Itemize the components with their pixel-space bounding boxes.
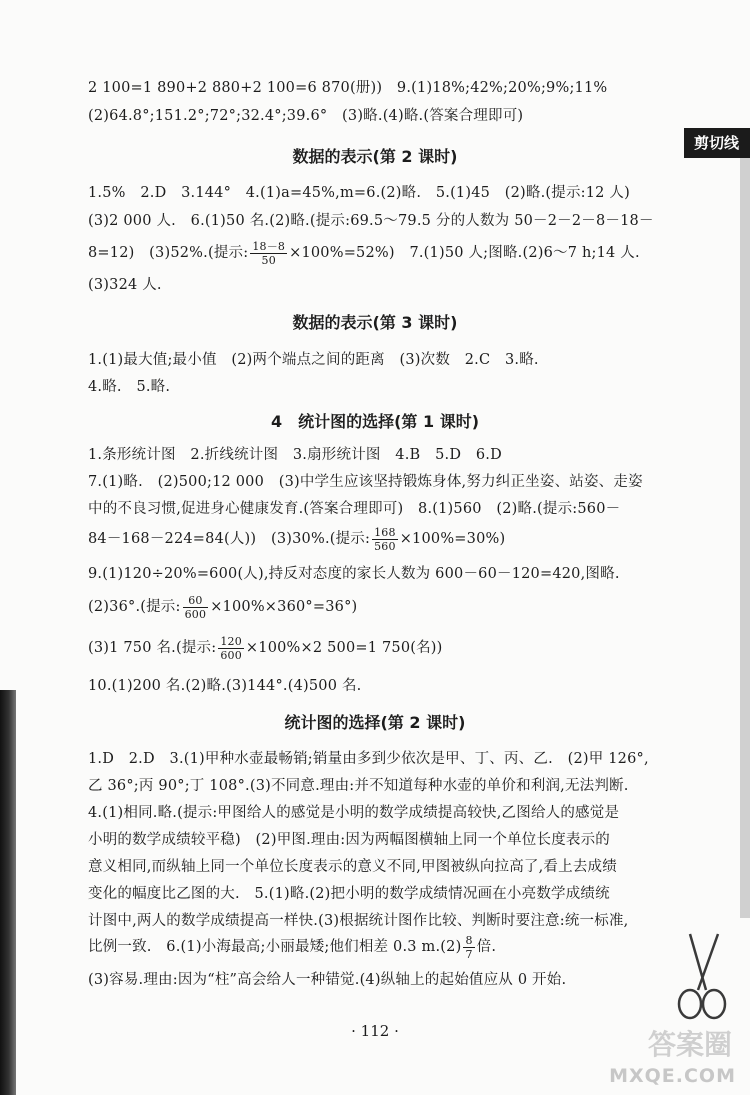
answer-line: 1.条形统计图 2.折线统计图 3.扇形统计图 4.B 5.D 6.D	[88, 447, 502, 463]
page-edge-bar	[740, 158, 750, 918]
fraction-numerator: 120	[220, 634, 242, 648]
watermark-logo-text: 答案圈	[647, 1028, 732, 1061]
watermark	[590, 1019, 740, 1089]
answer-line-with-fraction	[88, 932, 496, 962]
answer-line: 4.(1)相同.略.(提示:甲图给人的感觉是小明的数学成绩提高较快,乙图给人的感觉是	[88, 805, 620, 821]
line-text: (3)1 750 名.(提示:	[88, 640, 217, 656]
scissors-icon	[672, 932, 732, 1022]
answer-line: (3)2 000 人. 6.(1)50 名.(2)略.(提示:69.5～79.5 分的人数为 50－2－2－8－18－	[88, 213, 654, 229]
line-text: (2)36°.(提示:	[88, 599, 181, 615]
fraction-numerator: 168	[374, 525, 396, 539]
answer-line: 1.(1)最大值;最小值 (2)两个端点之间的距离 (3)次数 2.C 3.略.	[88, 352, 539, 368]
fraction	[218, 635, 244, 662]
line-text: 倍.	[476, 939, 497, 955]
fraction	[183, 594, 209, 621]
fraction-denominator: 560	[374, 539, 396, 553]
answer-line: 10.(1)200 名.(2)略.(3)144°.(4)500 名.	[88, 678, 362, 694]
fraction-numerator: 18－8	[252, 239, 286, 253]
fraction-denominator: 7	[465, 947, 473, 961]
line-text: 比例一致. 6.(1)小海最高;小丽最矮;他们相差 0.3 m.(2)	[88, 939, 462, 955]
page-number: · 112 ·	[351, 1022, 399, 1040]
answer-line: 2 100=1 890+2 880+2 100=6 870(册)) 9.(1)18%;42%;20%;9%;11%	[88, 80, 608, 96]
answer-line: 9.(1)120÷20%=600(人),持反对态度的家长人数为 600－60－120=420,图略.	[88, 566, 620, 582]
line-text: 84－168－224=84(人)) (3)30%.(提示:	[88, 531, 371, 547]
answer-line: 小明的数学成绩较平稳) (2)甲图.理由:因为两幅图横轴上同一个单位长度表示的	[88, 832, 610, 848]
fraction-denominator: 50	[261, 253, 276, 267]
section-heading: 统计图的选择(第 2 课时)	[284, 713, 466, 732]
answer-line-with-fraction	[88, 238, 640, 268]
fraction-numerator: 60	[183, 594, 209, 608]
answer-line: 意义相同,而纵轴上同一个单位长度表示的意义不同,甲图被纵向拉高了,看上去成绩	[88, 859, 617, 875]
fraction-numerator: 8	[465, 933, 473, 947]
answer-line: 1.5% 2.D 3.144° 4.(1)a=45%,m=6.(2)略. 5.(1)45 (2)略.(提示:12 人)	[88, 185, 630, 201]
answer-line-with-fraction	[88, 633, 443, 663]
line-text: ×100%×360°=36°)	[210, 599, 358, 615]
answer-line: (2)64.8°;151.2°;72°;32.4°;39.6° (3)略.(4)略.(答案合理即可)	[88, 108, 524, 124]
answer-line: 1.D 2.D 3.(1)甲种水壶最畅销;销量由多到少依次是甲、丁、丙、乙. (2)甲 126°,	[88, 751, 649, 767]
section-heading: 数据的表示(第 2 课时)	[292, 147, 458, 166]
line-text: 8=12) (3)52%.(提示:	[88, 245, 249, 261]
line-text: ×100%=52%) 7.(1)50 人;图略.(2)6～7 h;14 人.	[289, 245, 640, 261]
fraction	[250, 240, 287, 267]
answer-line-with-fraction	[88, 524, 505, 554]
section-heading: 4 统计图的选择(第 1 课时)	[270, 412, 480, 431]
cut-line-tab: 剪切线	[684, 128, 750, 158]
fraction	[372, 526, 398, 553]
answer-line: (3)容易.理由:因为“柱”高会给人一种错觉.(4)纵轴上的起始值应从 0 开始.	[88, 972, 567, 988]
fraction	[463, 934, 474, 961]
section-heading: 数据的表示(第 3 课时)	[292, 313, 458, 332]
answer-line: 计图中,两人的数学成绩提高一样快.(3)根据统计图作比较、判断时要注意:统一标准,	[88, 913, 629, 929]
watermark-url: MXQE.COM	[609, 1065, 736, 1087]
fraction-denominator: 600	[184, 607, 207, 621]
answer-line: 7.(1)略. (2)500;12 000 (3)中学生应该坚持锻炼身体,努力纠正坐姿、站姿、走姿	[88, 474, 643, 490]
answer-line: 4.略. 5.略.	[88, 379, 171, 395]
line-text: ×100%×2 500=1 750(名))	[245, 640, 443, 656]
answer-line: 变化的幅度比乙图的大. 5.(1)略.(2)把小明的数学成绩情况画在小亮数学成绩统	[88, 886, 610, 902]
answer-line: 乙 36°;丙 90°;丁 108°.(3)不同意.理由:并不知道每种水壶的单价和利润,无法判断.	[88, 778, 629, 794]
fraction-denominator: 600	[220, 648, 242, 662]
answer-line: (3)324 人.	[88, 277, 162, 293]
answer-line-with-fraction	[88, 592, 357, 622]
answer-line: 中的不良习惯,促进身心健康发育.(答案合理即可) 8.(1)560 (2)略.(提示:560－	[88, 501, 621, 517]
line-text: ×100%=30%)	[399, 531, 506, 547]
